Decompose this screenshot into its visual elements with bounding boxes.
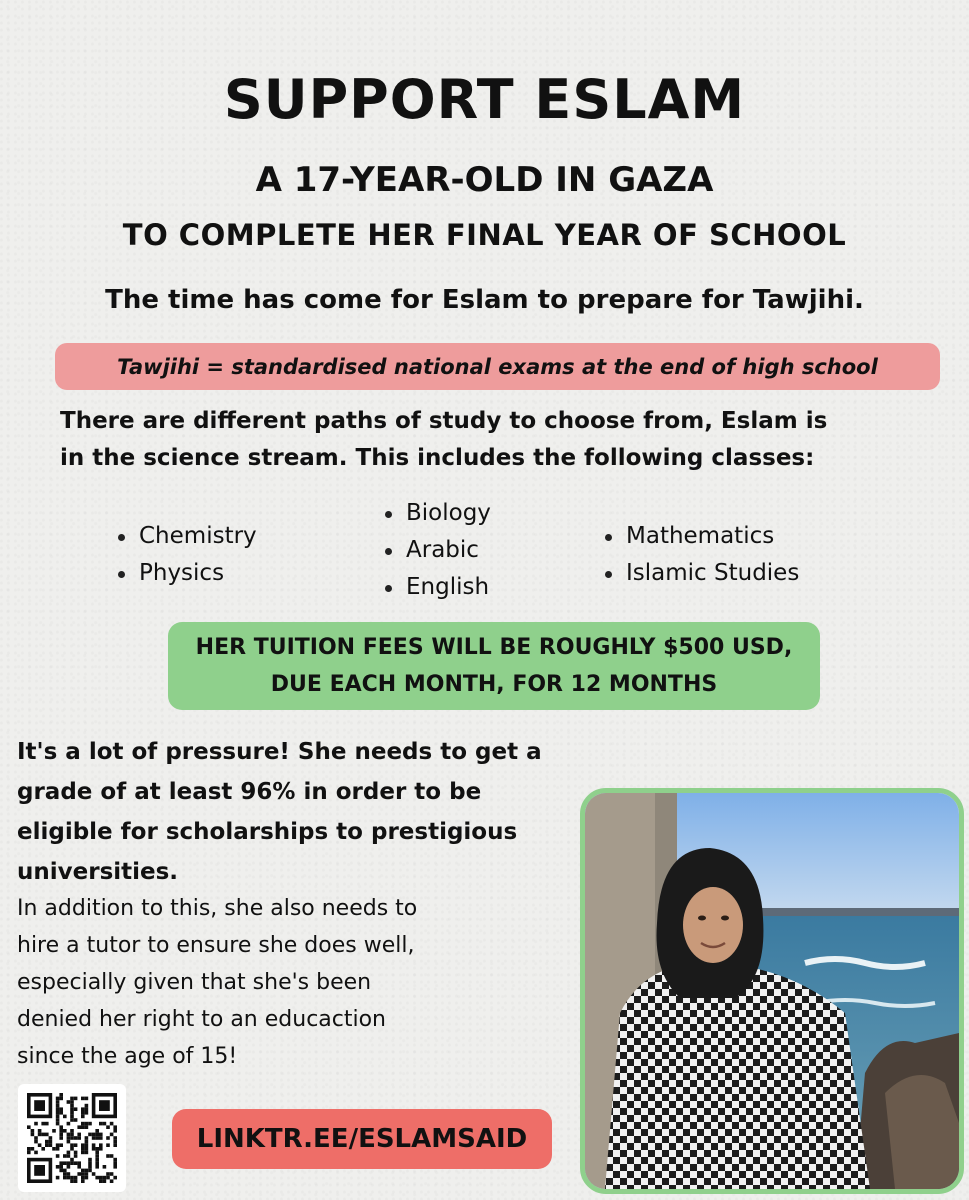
horizon-land: [745, 908, 959, 916]
lead-text: The time has come for Eslam to prepare for Tawjihi.: [105, 285, 864, 315]
eye: [698, 916, 706, 921]
pressure-line: eligible for scholarships to prestigious: [17, 819, 518, 845]
page-title: SUPPORT ESLAM: [223, 68, 746, 131]
addition-text: [17, 890, 557, 1075]
pressure-line: grade of at least 96% in order to be: [17, 779, 482, 805]
classes-column-1: [115, 518, 257, 592]
class-item: Islamic Studies: [602, 555, 799, 592]
donation-link-text: LINKTR.EE/ESLAMSAID: [196, 1124, 528, 1154]
addition-line: denied her right to an educaction: [17, 1007, 387, 1032]
qr-code-icon[interactable]: [18, 1084, 126, 1192]
fees-line-1: HER TUITION FEES WILL BE ROUGHLY $500 USD,: [195, 635, 793, 660]
addition-line: since the age of 15!: [17, 1044, 238, 1069]
addition-line: especially given that she's been: [17, 970, 372, 995]
addition-line: hire a tutor to ensure she does well,: [17, 933, 415, 958]
tawjihi-definition: Tawjihi = standardised national exams at the end of high school: [117, 354, 878, 379]
class-item: Chemistry: [115, 518, 257, 555]
tuition-fees-box: [168, 622, 820, 710]
class-item: Mathematics: [602, 518, 799, 555]
classes-column-3: [602, 518, 799, 592]
class-item: Physics: [115, 555, 257, 592]
addition-line: In addition to this, she also needs to: [17, 896, 418, 921]
face: [683, 887, 743, 963]
eye: [721, 916, 729, 921]
study-paths-text: [60, 403, 940, 477]
pressure-line: universities.: [17, 859, 179, 885]
donation-link-button[interactable]: [172, 1109, 552, 1169]
eslam-photo: [580, 788, 964, 1194]
subtitle-age-location: A 17-YEAR-OLD IN GAZA: [255, 160, 714, 200]
paths-line-1: There are different paths of study to choose from, Eslam is: [60, 408, 828, 434]
tawjihi-definition-box: [55, 343, 940, 390]
pressure-line: It's a lot of pressure! She needs to get a: [17, 739, 542, 765]
class-item: Arabic: [382, 532, 491, 569]
classes-column-2: [382, 495, 491, 606]
pressure-text: [17, 732, 577, 892]
paths-line-2: in the science stream. This includes the following classes:: [60, 445, 815, 471]
fees-line-2: DUE EACH MONTH, FOR 12 MONTHS: [270, 672, 718, 697]
class-item: Biology: [382, 495, 491, 532]
rock-highlight: [885, 1075, 959, 1189]
class-item: English: [382, 569, 491, 606]
subtitle-goal: TO COMPLETE HER FINAL YEAR OF SCHOOL: [122, 218, 847, 252]
